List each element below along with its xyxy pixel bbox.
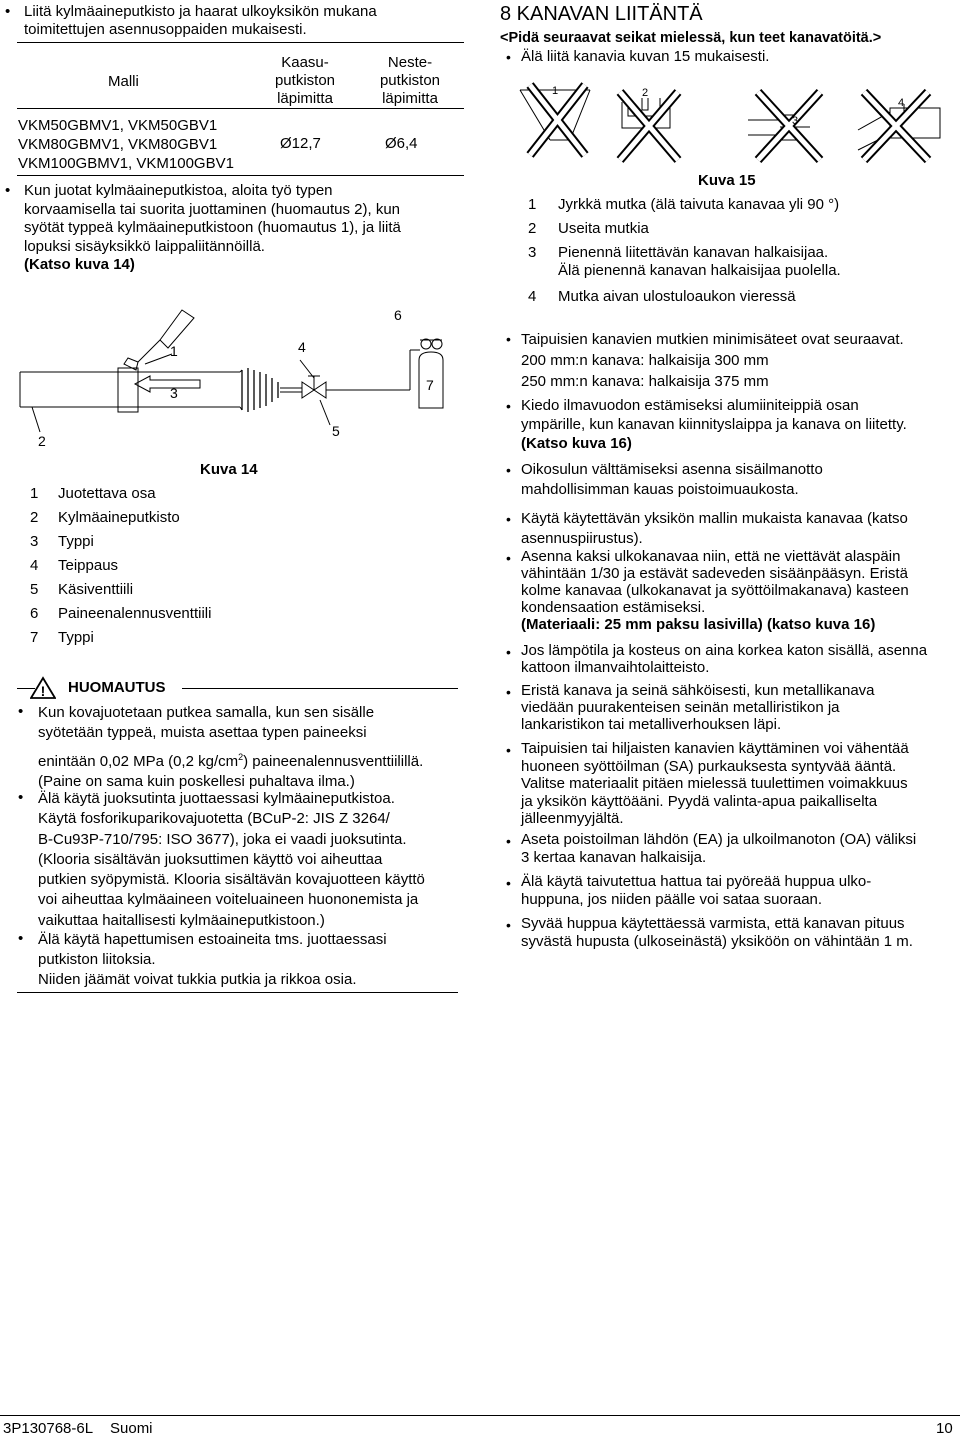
callout-4: 4 [298, 339, 306, 355]
table-header-model: Malli [108, 73, 139, 90]
legend-item: 3 Pienennä liitettävän kanavan halkaisijaa. [528, 244, 829, 261]
footer-page-number: 10 [936, 1420, 953, 1437]
figure-15-caption: Kuva 15 [698, 172, 756, 189]
section-8-subtitle: <Pidä seuraavat seikat mielessä, kun teet kanavatöitä.> [500, 30, 882, 46]
bullet-dot: • [506, 462, 511, 478]
figure-14-caption: Kuva 14 [200, 461, 258, 478]
legend-item: 5 Käsiventtiili [30, 581, 134, 598]
bullet-dot: • [506, 49, 511, 65]
caution-item: Älä käytä hapettumisen estoaineita tms. juottaessasi putkiston liitoksia. Niiden jäämät voivat tukkia putkia ja rikkoa osia. [38, 931, 387, 988]
section-8-first-bullet: Älä liitä kanavia kuvan 15 mukaisesti. [521, 48, 770, 65]
bullet-dot: • [506, 550, 511, 566]
duct-bullet: Taipuisien tai hiljaisten kanavien käyttäminen voi vähentää huoneen syöttöilman (SA) purkauksesta syntyvää ääntä. Valitse materiaalit pitäen mielessä tuulettimen voimakkuus ja yksikön käyttöääni. Pyydä valinta-apua paikalliselta jälleenmyyjältä. [521, 740, 909, 827]
bullet-dot: • [506, 917, 511, 933]
section-8-title: 8 KANAVAN LIITÄNTÄ [500, 3, 703, 25]
caution-item: Kun kovajuotetaan putkea samalla, kun sen sisälle syötetään typpeä, muista asettaa typen paineeksi enintään 0,02 MPa (0,2 $kg/cm^2$) paineenalennusventtiilillä. (Paine on sama kuin poskellesi puhaltava ilma.) [38, 704, 424, 790]
fig15-callout-1: 1 [552, 85, 559, 97]
table-top-rule [17, 42, 464, 43]
table-header-rule [17, 108, 464, 109]
duct-bullet: Taipuisien kanavien mutkien minimisäteet ovat seuraavat. 200 mm:n kanava: halkaisija 300 mm 250 mm:n kanava: halkaisija 375 mm [521, 331, 904, 390]
bullet-dot: • [506, 875, 511, 891]
legend-item: 1 Jyrkkä mutka (älä taivuta kanavaa yli 90 °) [528, 196, 840, 213]
legend-item: 2 Useita mutkia [528, 220, 649, 237]
svg-text:!: ! [40, 683, 46, 699]
callout-6: 6 [394, 307, 402, 323]
bullet-dot: • [506, 684, 511, 700]
bullet-dot: • [506, 742, 511, 758]
bullet-dot: • [506, 644, 511, 660]
duct-bullet: Käytä käytettävän yksikön mallin mukaista kanavaa (katso asennuspiirustus). [521, 510, 908, 547]
callout-7: 7 [426, 377, 434, 393]
footer-language: Suomi [110, 1420, 153, 1437]
bullet-dot: • [5, 3, 11, 20]
duct-bullet: Oikosulun välttämiseksi asenna sisäilmanotto mahdollisimman kauas poistoimuaukosta. [521, 461, 823, 498]
bullet-dot: • [5, 182, 11, 199]
table-header-gas: Kaasu- putkiston läpimitta [274, 54, 336, 107]
legend-item: 2 Kylmäaineputkisto [30, 509, 180, 526]
bullet-dot: • [18, 930, 24, 947]
callout-3: 3 [170, 385, 178, 401]
duct-bullet: Eristä kanava ja seinä sähköisesti, kun metallikanava viedään puurakenteisen seinän metalliristikon ja lankaristikon tai metalliverhouksen läpi. [521, 682, 875, 733]
callout-2: 2 [38, 433, 46, 449]
warning-icon [30, 676, 56, 700]
duct-bullet: Kiedo ilmavuodon estämiseksi alumiiniteippiä osan ympärille, kun kanavan kiinnityslaippa ja kanava on liitetty. (Katso kuva 16) [521, 397, 907, 452]
bullet-dot: • [506, 331, 511, 347]
liquid-diameter-value: Ø6,4 [385, 135, 418, 152]
bullet-dot: • [506, 398, 511, 414]
table-bottom-rule [17, 175, 464, 176]
footer-rule [0, 1415, 960, 1416]
duct-bullet: Jos lämpötila ja kosteus on aina korkea katon sisällä, asenna kattoon ilmanvaihtolaitteisto. [521, 642, 928, 676]
legend-item: 4 Teippaus [30, 557, 119, 574]
gas-diameter-value: Ø12,7 [280, 135, 321, 152]
caution-title: HUOMAUTUS [68, 679, 166, 696]
bullet-dot: • [18, 789, 24, 806]
brazing-instructions: Kun juotat kylmäaineputkistoa, aloita työ typen korvaamisella tai suorita juottaminen (huomautus 2), kun syötät typpeä kylmäaineputkistoon (huomautus 1), ja liitä lopuksi sisäyksikkö laippaliitännöillä. (Katso kuva 14) [24, 182, 401, 273]
figure-14-diagram [10, 300, 460, 460]
duct-bullet: Asenna kaksi ulkokanavaa niin, että ne viettävät alaspäin vähintään 1/30 ja estävät sadeveden sisäänpääsyn. Eristä kolme kanavaa (ulkokanavat ja syöttöilmakanava) kasteen kondensaation estämiseksi. (Materiaali: 25 mm paksu lasivilla) (katso kuva 16) [521, 548, 909, 633]
bullet-dot: • [18, 703, 24, 720]
callout-5: 5 [332, 423, 340, 439]
legend-item: 3 Typpi [30, 533, 94, 550]
bullet-dot: • [506, 511, 511, 527]
caution-item: Älä käytä juoksutinta juottaessasi kylmäaineputkistoa. Käytä fosforikuparikovajuotetta (BCuP-2: JIS Z 3264/ B-Cu93P-710/795: ISO 3677), joka ei vaadi juoksutinta. (Klooria sisältävän juoksuttimen käyttö voi aiheuttaa putkien syöpymistä. Klooria sisältävän kovajuotteen käyttö voi aiheuttaa kylmäaineen voiteluaineen huononemista ja vaikuttaa haitallisesti kylmäaineputkistoon.) [38, 790, 425, 929]
legend-item: 6 Paineenalennusventtiili [30, 605, 212, 622]
fig15-callout-2: 2 [642, 87, 649, 99]
duct-bullet: Älä käytä taivutettua hattua tai pyöreää huppua ulko- huppuna, jos niiden päälle voi sataa suoraan. [521, 873, 872, 908]
fig15-callout-4: 4 [898, 97, 905, 109]
footer-doc-id: 3P130768-6L [3, 1420, 94, 1437]
table-header-liquid: Neste- putkiston läpimitta [379, 54, 441, 107]
legend-item: 7 Typpi [30, 629, 94, 646]
legend-item: Älä pienennä kanavan halkaisijaa puolella. [558, 262, 841, 279]
caution-rule-right [182, 688, 458, 689]
legend-item: 1 Juotettava osa [30, 485, 156, 502]
duct-bullet: Syvää huppua käytettäessä varmista, että kanavan pituus syvästä hupusta (ulkoseinästä) yksiköön on vähintään 1 m. [521, 915, 913, 950]
duct-bullet: Aseta poistoilman lähdön (EA) ja ulkoilmanoton (OA) väliksi 3 kertaa kanavan halkaisija. [521, 831, 917, 866]
intro-bullet-text: Liitä kylmäaineputkisto ja haarat ulkoyksikön mukana toimitettujen asennusoppaiden mukaisesti. [24, 3, 377, 38]
callout-1: 1 [170, 343, 178, 359]
legend-item: 4 Mutka aivan ulostuloaukon vieressä [528, 288, 796, 305]
bullet-dot: • [506, 833, 511, 849]
fig15-callout-3: 3 [792, 115, 799, 127]
table-models: VKM50GBMV1, VKM50GBV1 VKM80GBMV1, VKM80GBV1 VKM100GBMV1, VKM100GBV1 [18, 117, 234, 172]
figure-15-diagram [510, 80, 950, 170]
caution-rule-bottom [17, 992, 458, 993]
